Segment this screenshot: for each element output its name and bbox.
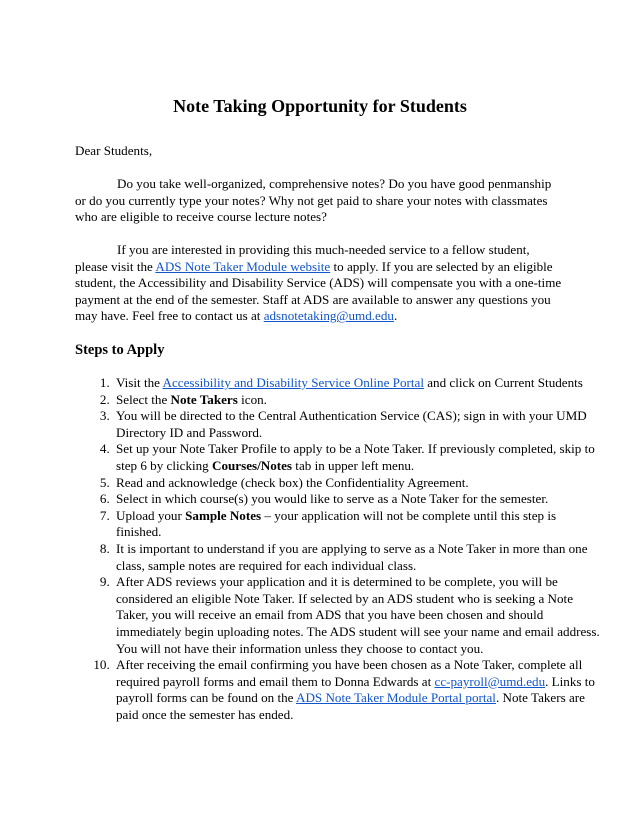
apply-paragraph-text-3: . bbox=[393, 308, 398, 324]
step-9: 9. After ADS reviews your application and it is determined to be complete, you will be considered an eligible Note Taker. If selected by an ADS student who is seeking a Note Taker, you will receive an email from ADS that you have been chosen and should immediately begin uploading notes. The ADS student will see your name and email address. You will not have their information unless they choose to contact you. bbox=[113, 574, 603, 657]
ads-note-taker-module-link[interactable]: ADS Note Taker Module website bbox=[155, 258, 331, 274]
step-7-text-end: – your application will not be complete until this step is finished. bbox=[116, 507, 557, 540]
step-2-text-end: icon. bbox=[237, 391, 267, 407]
step-5: 5. Read and acknowledge (check box) the Confidentiality Agreement. bbox=[113, 475, 603, 492]
intro-paragraph: Do you take well-organized, comprehensive notes? Do you have good penmanship or do you currently type your notes? Why not get paid to share your notes with classmates who are eligible to receive course lecture notes? bbox=[75, 176, 552, 225]
step-8: 8. It is important to understand if you are applying to serve as a Note Taker in more than one class, sample notes are required for each individual class. bbox=[113, 541, 603, 574]
step-1 bbox=[113, 375, 603, 392]
step-3: 3. You will be directed to the Central Authentication Service (CAS); sign in with your UMD Directory ID and Password. bbox=[113, 408, 603, 441]
step-7-text: Upload your bbox=[116, 507, 186, 523]
ads-email-link[interactable]: adsnotetaking@umd.edu bbox=[263, 308, 394, 324]
step-4 bbox=[113, 441, 603, 474]
payroll-email-link[interactable]: cc-payroll@umd.edu bbox=[434, 673, 546, 689]
step-4-bold: Courses/Notes bbox=[212, 457, 293, 473]
step-10-text: After receiving the email confirming you have been chosen as a Note Taker, complete all required payroll forms and email them to Donna Edwards at bbox=[116, 657, 583, 689]
step-10-text-mid: . Links to payroll forms can be found on the bbox=[116, 673, 595, 706]
apply-paragraph-text-2: to apply. If you are selected by an eligible student, the Accessibility and Disability Service (ADS) will compensate you with a one-time payment at the end of the semester. Staff at ADS are available to answer any questions you may have. Feel free to contact us at bbox=[75, 258, 562, 324]
steps-list bbox=[75, 375, 603, 723]
step-4-text: Set up your Note Taker Profile to apply to be a Note Taker. If previously completed, skip to step 6 by clicking bbox=[116, 441, 595, 473]
step-1-text-end: and click on Current Students bbox=[423, 375, 583, 390]
ads-online-portal-link[interactable]: Accessibility and Disability Service Online Portal bbox=[162, 375, 424, 390]
step-7 bbox=[113, 508, 603, 541]
step-1-text: Visit the bbox=[116, 375, 163, 390]
step-10-text-end: . Note Takers are paid once the semester has ended. bbox=[116, 690, 585, 722]
apply-paragraph-text-1: If you are interested in providing this much-needed service to a fellow student, please visit the bbox=[75, 242, 530, 274]
step-6: 6. Select in which course(s) you would like to serve as a Note Taker for the semester. bbox=[113, 491, 603, 508]
step-2-text: Select the bbox=[116, 391, 171, 407]
apply-paragraph bbox=[75, 242, 565, 325]
step-2 bbox=[113, 392, 603, 409]
step-7-bold: Sample Notes bbox=[185, 507, 262, 523]
step-2-bold: Note Takers bbox=[170, 391, 238, 407]
step-4-text-end: tab in upper left menu. bbox=[292, 457, 415, 473]
salutation: Dear Students, bbox=[75, 143, 153, 158]
steps-heading: Steps to Apply bbox=[75, 342, 165, 358]
step-10 bbox=[113, 657, 603, 723]
ads-module-portal-link[interactable]: ADS Note Taker Module Portal portal bbox=[296, 690, 496, 706]
page-title: Note Taking Opportunity for Students bbox=[173, 96, 467, 116]
